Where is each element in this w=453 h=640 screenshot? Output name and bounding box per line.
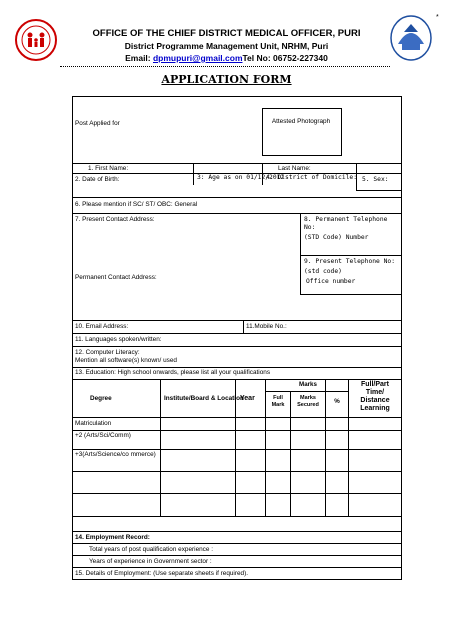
last-name-label: Last Name: xyxy=(278,165,311,172)
languages-label: 11. Languages spoken/written: xyxy=(75,336,162,343)
perm-tel-label: 8. Permanent Telephone No: xyxy=(304,216,388,231)
dotted-divider xyxy=(60,66,390,67)
first-name-label: 1. First Name: xyxy=(88,165,129,172)
software-label: Mention all software(s) known/ used xyxy=(75,357,177,364)
office-title: OFFICE OF THE CHIEF DISTRICT MEDICAL OFFICER, PURI xyxy=(92,28,361,39)
permanent-address-label: Permanent Contact Address: xyxy=(75,274,157,281)
computer-literacy-label: 12. Computer Literacy: xyxy=(75,349,140,356)
edu-row-1: Matriculation xyxy=(75,420,112,427)
present-tel-label: 9. Present Telephone No: xyxy=(304,258,395,265)
dob-label: 2. Date of Birth: xyxy=(75,176,120,183)
col-degree: Degree xyxy=(90,395,112,402)
contact-line xyxy=(0,53,453,63)
employment-details-label: 15. Details of Employment: (Use separate sheets if required). xyxy=(75,570,248,577)
tel-number: Tel No: 06752-227340 xyxy=(242,53,328,63)
mobile-label: 11.Mobile No.: xyxy=(246,323,287,330)
education-label: 13. Education: High school onwards, please list all your qualifications xyxy=(75,369,271,376)
perm-tel-std-label: (STD Code) Number xyxy=(304,234,369,241)
col-marks-secured: Marks Secured xyxy=(297,395,319,408)
col-percent: % xyxy=(334,398,340,405)
employment-heading: 14. Employment Record: xyxy=(75,534,150,541)
email-label: Email: xyxy=(125,53,153,63)
category-label: 6. Please mention if SC/ ST/ OBC: General xyxy=(75,201,198,208)
col-mode: Full/Part Time/ Distance Learning xyxy=(360,381,390,412)
col-full-mark: Full Mark xyxy=(271,395,285,408)
col-marks: Marks xyxy=(299,381,317,388)
form-title: APPLICATION FORM xyxy=(161,73,292,86)
edu-row-3: +3(Arts/Science/co mmerce) xyxy=(75,451,156,458)
govt-experience-label: Years of experience in Government sector : xyxy=(89,558,212,565)
present-address-label: 7. Present Contact Address: xyxy=(75,216,155,223)
present-tel-office-label: Office number xyxy=(306,278,356,285)
total-experience-label: Total years of post qualification experience : xyxy=(89,546,213,553)
corner-mark: * xyxy=(436,14,439,21)
email-address-label: 10. Email Address: xyxy=(75,323,129,330)
domicile-label: 4. District of Domicile: xyxy=(266,174,357,181)
sex-label: 5. Sex: xyxy=(362,176,389,183)
photo-label: Attested Photograph xyxy=(271,118,331,125)
age-label: 3: Age as on 01/12/2012 xyxy=(197,174,285,181)
unit-title: District Programme Management Unit, NRHM, Puri xyxy=(124,41,329,51)
edu-row-2: +2 (Arts/Sci/Comm) xyxy=(75,432,131,439)
present-tel-std-label: (std code) xyxy=(304,268,342,275)
col-institute: Institute/Board & Location xyxy=(164,395,244,402)
email-link[interactable]: dpmupuri@gmail.com xyxy=(152,53,243,63)
col-year: Year xyxy=(240,395,255,402)
post-applied-label: Post Applied for xyxy=(75,120,120,127)
